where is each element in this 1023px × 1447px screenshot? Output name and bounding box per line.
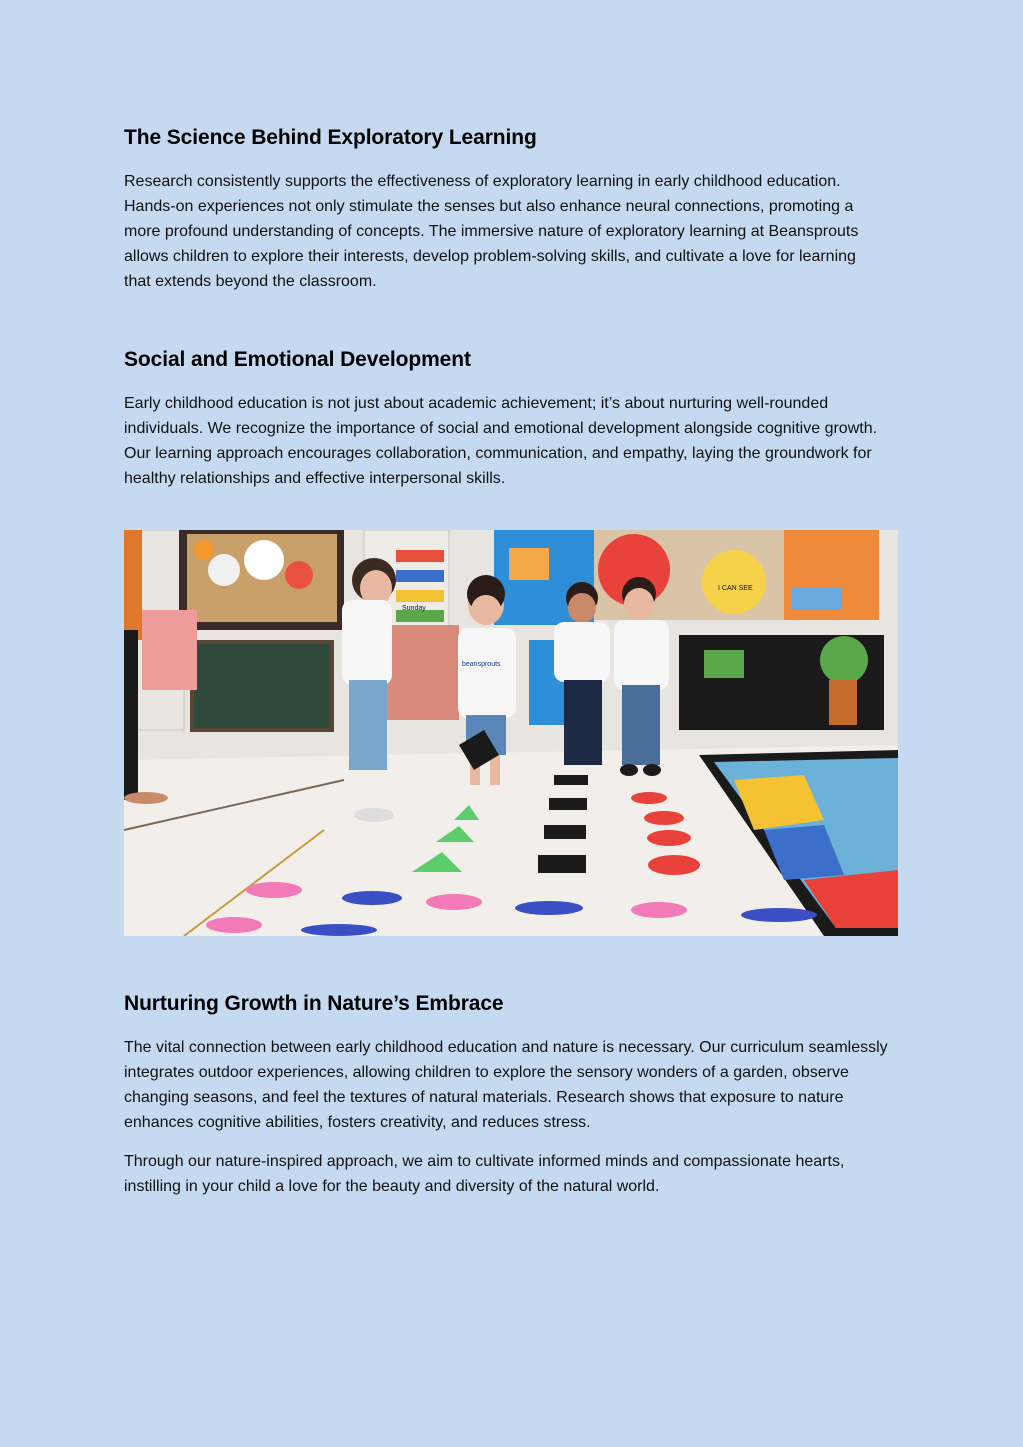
- section-heading-exploratory-learning: The Science Behind Exploratory Learning: [124, 126, 537, 149]
- shirt-label: beansprouts: [462, 661, 501, 668]
- section-heading-nature: Nurturing Growth in Nature’s Embrace: [124, 992, 504, 1015]
- board-label-i-can-see: I CAN SEE: [718, 585, 753, 592]
- classroom-photo: [124, 530, 898, 936]
- section-heading-social-emotional: Social and Emotional Development: [124, 348, 471, 371]
- section-paragraph-nature-1: The vital connection between early childhood education and nature is necessary. Our curriculum seamlessly integrates outdoor experiences, allowing children to explore the sensory wonders of a garden, observe changing seasons, and feel the textures of natural materials. Research shows that exposure to nature enhances cognitive abilities, fosters creativity, and reduces stress.: [124, 1039, 888, 1131]
- section-paragraph-social-emotional: Early childhood education is not just about academic achievement; it’s about nurturing well-rounded individuals. We recognize the importance of social and emotional development alongside cognitive growth. Our learning approach encourages collaboration, communication, and empathy, laying the groundwork for healthy relationships and effective interpersonal skills.: [124, 395, 878, 487]
- section-paragraph-nature-2: Through our nature-inspired approach, we aim to cultivate informed minds and compassionate hearts, instilling in your child a love for the beauty and diversity of the natural world.: [124, 1153, 845, 1195]
- section-paragraph-exploratory-learning: Research consistently supports the effectiveness of exploratory learning in early childhood education. Hands-on experiences not only stimulate the senses but also enhance neural connections, promoting a more profound understanding of concepts. The immersive nature of exploratory learning at Beansprouts allows children to explore their interests, develop problem-solving skills, and cultivate a love for learning that extends beyond the classroom.: [124, 173, 859, 290]
- board-label-sunday: Sunday: [402, 605, 426, 612]
